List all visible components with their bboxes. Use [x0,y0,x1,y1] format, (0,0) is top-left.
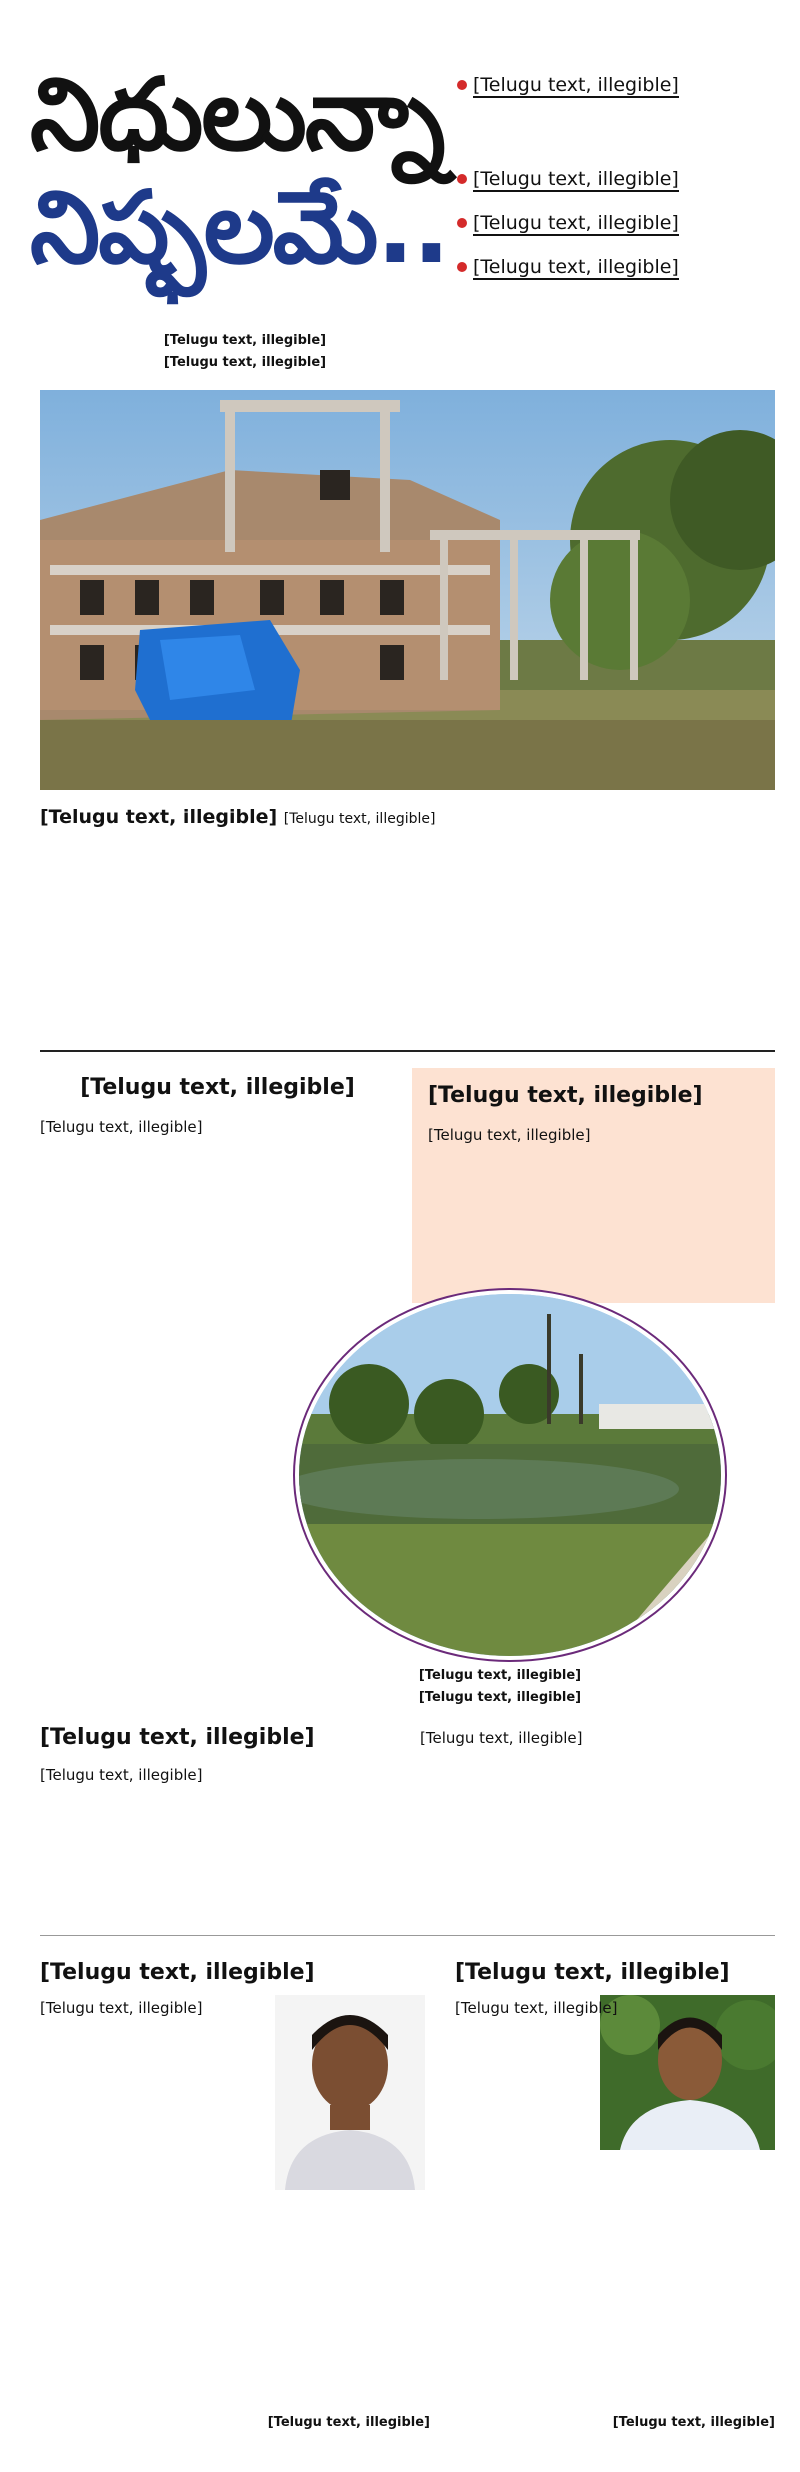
section-1-body: [Telugu text, illegible] [40,1118,203,1136]
dateline: [Telugu text, illegible] [283,811,436,827]
section-1-heading: [Telugu text, illegible] [80,1075,355,1100]
section-3-byline: [Telugu text, illegible] [267,2415,430,2430]
bullet-2 [455,162,790,196]
bullet-4 [455,250,790,284]
bullet-1 [455,68,790,102]
main-photo-building [40,390,775,790]
headline-line-2: నిష్ఫలమే.. [30,169,449,286]
bullet-1-text: [Telugu text, illegible] [473,74,679,96]
portrait-1-illustration [275,1995,425,2190]
divider-2 [40,1935,775,1936]
photo-caption-line-1: [Telugu text, illegible] [163,333,327,348]
lake-photo [295,1290,725,1660]
photo-caption-line-2: [Telugu text, illegible] [163,355,327,370]
lead-paragraph [40,800,775,837]
section-3-heading: [Telugu text, illegible] [40,1960,315,1985]
right-column-text: [Telugu text, illegible] [420,1729,583,1747]
lake-caption-line-1: [Telugu text, illegible] [418,1668,582,1683]
section-4-body: [Telugu text, illegible] [455,1999,618,2017]
portrait-1 [275,1995,425,2190]
bullet-2-text: [Telugu text, illegible] [473,168,679,190]
highlight-box [412,1068,775,1303]
lake-illustration [299,1294,725,1660]
section-4-heading: [Telugu text, illegible] [455,1960,730,1985]
headline [30,56,460,300]
divider [40,1050,775,1052]
section-2 [40,1720,420,1789]
section-3 [40,1955,440,1991]
section-4 [455,1955,785,1991]
building-illustration [40,390,775,790]
section-1 [40,1070,395,1141]
section-2-body: [Telugu text, illegible] [40,1766,203,1784]
lake-caption-line-2: [Telugu text, illegible] [418,1690,582,1705]
photo-caption [70,330,420,374]
lake-caption [300,1665,700,1709]
section-3-body: [Telugu text, illegible] [40,1999,203,2017]
lead-text: [Telugu text, illegible] [40,806,278,828]
section-4-byline: [Telugu text, illegible] [612,2415,775,2430]
bullet-3 [455,206,790,240]
bullet-3-text: [Telugu text, illegible] [473,212,679,234]
headline-line-1: నిధులున్నా [30,56,444,173]
highlight-box-heading: [Telugu text, illegible] [428,1083,703,1108]
bullet-4-text: [Telugu text, illegible] [473,256,679,278]
summary-bullets [455,68,790,294]
section-2-heading: [Telugu text, illegible] [40,1725,315,1750]
highlight-box-body: [Telugu text, illegible] [428,1126,591,1144]
